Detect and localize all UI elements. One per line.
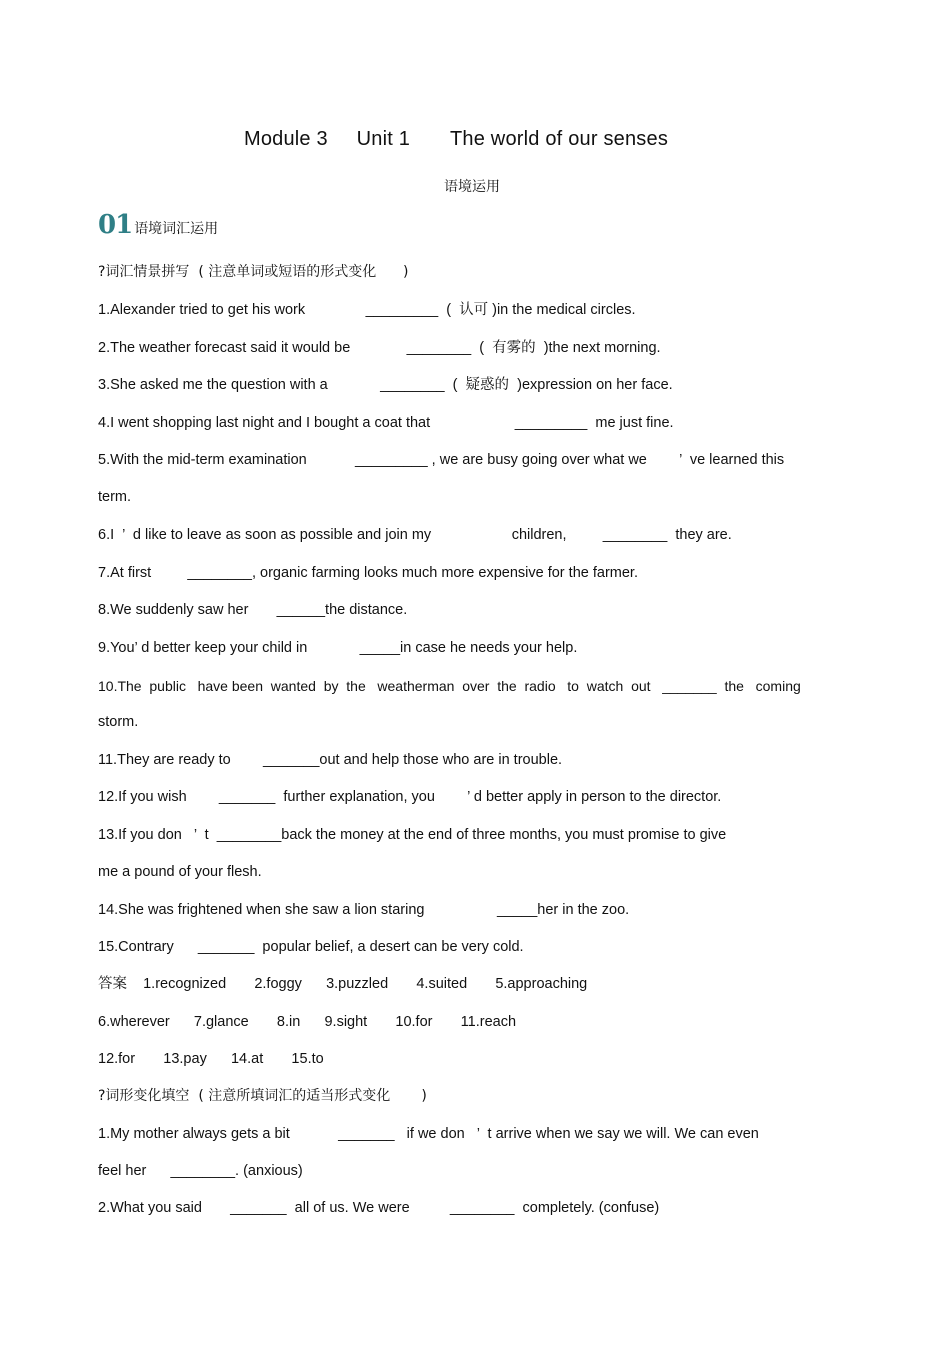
answer-line: 6.wherever 7.glance 8.in 9.sight 10.for 11.reach (98, 1014, 517, 1030)
exercise-line: 1.Alexander tried to get his work _________ ( 认可 )in the medical circles. (98, 302, 636, 318)
part2-heading: ?词形变化填空 ( 注意所填词汇的适当形式变化 ) (98, 1088, 427, 1104)
part1-heading: ?词汇情景拼写 ( 注意单词或短语的形式变化 ) (98, 264, 409, 280)
exercise-line: storm. (98, 714, 139, 730)
exercise-line: 4.I went shopping last night and I bought a coat that _________ me just fine. (98, 415, 674, 431)
exercise-line: 3.She asked me the question with a ________ ( 疑惑的 )expression on her face. (98, 377, 673, 393)
exercise-line: 1.My mother always gets a bit _______ if we don ’ t arrive when we say we will. We can even (98, 1126, 759, 1142)
exercise-line: 7.At first ________, organic farming looks much more expensive for the farmer. (98, 565, 638, 581)
exercise-line: 2.What you said _______ all of us. We were ________ completely. (confuse) (98, 1200, 660, 1216)
exercise-line: 14.She was frightened when she saw a lion staring _____her in the zoo. (98, 902, 630, 918)
exercise-line: me a pound of your flesh. (98, 864, 262, 880)
answer-line: 答案 1.recognized 2.foggy 3.puzzled 4.suited 5.approaching (98, 976, 588, 992)
exercise-line: 12.If you wish _______ further explanation, you ’ d better apply in person to the director. (98, 789, 722, 805)
exercise-line: 8.We suddenly saw her ______the distance. (98, 602, 408, 618)
exercise-line: 5.With the mid-term examination _________ , we are busy going over what we ’ ve learned this (98, 452, 785, 468)
exercise-line: 2.The weather forecast said it would be ________ ( 有雾的 )the next morning. (98, 340, 661, 356)
page-subtitle: 语境运用 (444, 179, 500, 195)
exercise-line: term. (98, 489, 132, 505)
exercise-line: 9.You’ d better keep your child in _____in case he needs your help. (98, 640, 578, 656)
section-heading (98, 210, 218, 240)
exercise-line: 10.The public have been wanted by the weatherman over the radio to watch out _______ the coming (98, 678, 801, 694)
answer-line: 12.for 13.pay 14.at 15.to (98, 1051, 324, 1067)
exercise-line: 15.Contrary _______ popular belief, a desert can be very cold. (98, 939, 524, 955)
exercise-line: 6.I ’ d like to leave as soon as possible and join my children, ________ they are. (98, 527, 732, 543)
section-label: 语境词汇运用 (134, 221, 219, 237)
exercise-line: 11.They are ready to _______out and help those who are in trouble. (98, 752, 563, 768)
section-number: 01 (98, 210, 133, 240)
page-title: Module 3 Unit 1 The world of our senses (243, 128, 669, 150)
exercise-line: feel her ________. (anxious) (98, 1163, 303, 1179)
exercise-line: 13.If you don ’ t ________back the money at the end of three months, you must promise to give (98, 827, 727, 843)
